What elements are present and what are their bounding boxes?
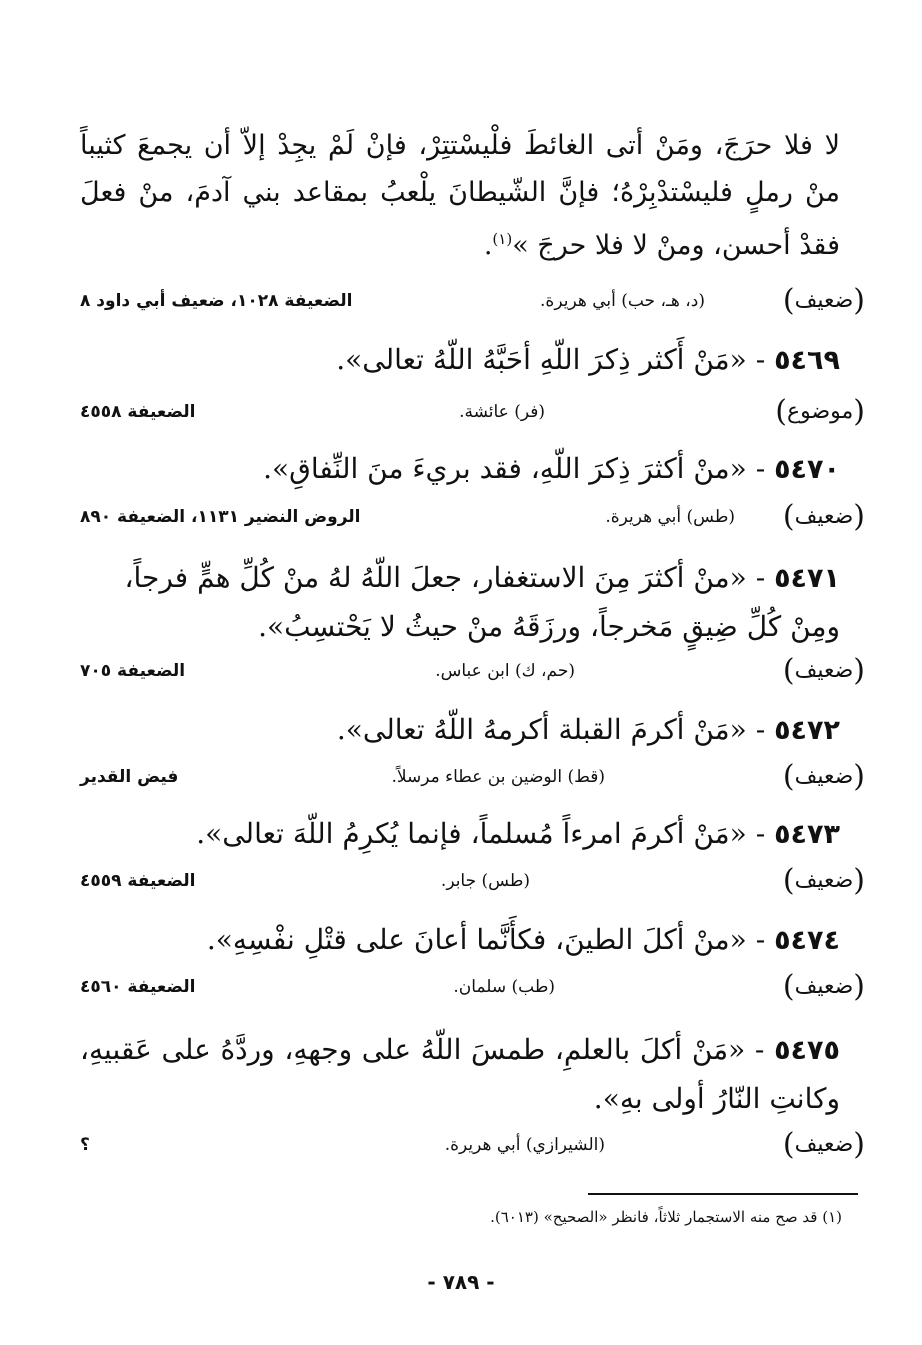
source-text: (طس) جابر. (440, 871, 530, 891)
hadith-number: ٥٤٧٤ (774, 925, 840, 956)
reference-text: الضعيفة ٧٠٥ (80, 661, 186, 681)
source-text: (حم، ك) ابن عباس. (435, 661, 575, 681)
hadith-text: «منْ أكثرَ ذِكرَ اللّهِ، فقد بريءَ منَ النِّفاقِ». (263, 452, 747, 485)
grade-label: (ضعيف) (782, 759, 865, 794)
source-row (80, 1127, 865, 1170)
reference-text: الضعيفة ٤٥٦٠ (80, 977, 196, 997)
grade-label: (ضعيف) (782, 1127, 865, 1162)
footnote-divider (588, 1193, 858, 1195)
hadith-entry: ٥٤٧٣ - «مَنْ أكرمَ امرءاً مُسلماً، فإنما يُكرِمُ اللّهَ تعالى». (196, 817, 840, 850)
reference-text: الضعيفة ٤٥٥٩ (80, 871, 196, 891)
hadith-entry: ٥٤٧٤ - «منْ أكلَ الطينَ، فكأَنَّما أعانَ على قتْلِ نفْسِهِ». (206, 923, 840, 956)
hadith-number: ٥٤٦٩ (774, 345, 840, 376)
source-text: (د، هـ، حب) أبي هريرة. (540, 291, 705, 311)
reference-text: فيض القدير (80, 767, 179, 787)
hadith-text: «مَنْ أكرمَ القبلة أكرمهُ اللّهُ تعالى». (336, 713, 747, 746)
intro-paragraph (80, 122, 840, 269)
grade-label: (ضعيف) (782, 863, 865, 898)
source-text: (طب) سلمان. (453, 977, 555, 997)
hadith-number: ٥٤٧٢ (774, 715, 840, 746)
hadith-entry: ٥٤٧٢ - «مَنْ أكرمَ القبلة أكرمهُ اللّهُ تعالى». (336, 713, 840, 746)
source-row (80, 394, 865, 437)
hadith-text: «مَنْ أكرمَ امرءاً مُسلماً، فإنما يُكرِمُ اللّهَ تعالى». (196, 817, 747, 850)
grade-label: (ضعيف) (782, 653, 865, 688)
hadith-text: «منْ أكلَ الطينَ، فكأَنَّما أعانَ على قتْلِ نفْسِهِ». (206, 923, 747, 956)
intro-end: . (483, 230, 493, 261)
hadith-number: ٥٤٧٥ (774, 1035, 840, 1066)
reference-text: الضعيفة ١٠٢٨، ضعيف أبي داود ٨ (80, 291, 353, 311)
hadith-text: «مَنْ أكلَ بالعلمِ، طمسَ اللّهُ على وجههِ، وردَّهُ على عَقبيهِ، وكانتِ النّارُ أولى بهِ». (80, 1033, 840, 1115)
grade-label: (ضعيف) (782, 499, 865, 534)
reference-text: الضعيفة ٤٥٥٨ (80, 402, 196, 422)
hadith-number: ٥٤٧٣ (774, 819, 840, 850)
source-row (80, 863, 865, 906)
hadith-number: ٥٤٧٠ (774, 454, 840, 485)
source-row (80, 653, 865, 696)
grade-label: (موضوع) (775, 394, 865, 429)
grade-label: (ضعيف) (782, 283, 865, 318)
source-text: (الشيرازي) أبي هريرة. (444, 1135, 605, 1155)
hadith-number: ٥٤٧١ (774, 563, 840, 594)
source-text: (فر) عائشة. (459, 402, 545, 422)
source-text: (طس) أبي هريرة. (605, 507, 735, 527)
grade-label: (ضعيف) (782, 969, 865, 1004)
source-row (80, 969, 865, 1012)
hadith-text: «منْ أكثرَ مِنَ الاستغفار، جعلَ اللّهُ لهُ منْ كُلِّ همٍّ فرجاً، ومِنْ كُلِّ ضِيقٍ مَخرجاً، ورزَقَهُ منْ حيثُ لا يَحْتسِبُ». (124, 561, 840, 643)
hadith-entry: ٥٤٧٠ - «منْ أكثرَ ذِكرَ اللّهِ، فقد بريءَ منَ النِّفاقِ». (263, 452, 840, 485)
source-row (80, 499, 865, 542)
reference-text: ؟ (80, 1135, 90, 1155)
hadith-entry: ٥٤٦٩ - «مَنْ أَكثر ذِكرَ اللّهِ أحَبَّهُ اللّهُ تعالى». (336, 343, 840, 376)
intro-text: لا فلا حرَجَ، ومَنْ أتى الغائطَ فلْيسْتتِرْ، فإنْ لَمْ يجِدْ إلاّ أن يجمعَ كثيباً منْ رملٍ فليسْتدْبِرْهُ؛ فإنَّ الشّيطانَ يلْعبُ بمقاعد بني آدمَ، منْ فعلَ فقدْ أحسن، ومنْ لا فلا حرجَ » (80, 130, 840, 261)
reference-text: الروض النضير ١١٣١، الضعيفة ٨٩٠ (80, 507, 361, 527)
source-row (80, 759, 865, 802)
hadith-entry: ٥٤٧٥ - «مَنْ أكلَ بالعلمِ، طمسَ اللّهُ على وجههِ، وردَّهُ على عَقبيهِ، وكانتِ النّارُ أولى بهِ». (80, 1033, 840, 1115)
source-row (80, 283, 865, 326)
footnote: (١) قد صح منه الاستجمار ثلاثاً، فانظر «الصحيح» (٦٠١٣). (490, 1208, 842, 1226)
page-number: - ٧٨٩ - (427, 1270, 495, 1294)
hadith-entry: ٥٤٧١ - «منْ أكثرَ مِنَ الاستغفار، جعلَ اللّهُ لهُ منْ كُلِّ همٍّ فرجاً، ومِنْ كُلِّ ضِيقٍ مَخرجاً، ورزَقَهُ منْ حيثُ لا يَحْتسِبُ». (124, 561, 840, 643)
footnote-marker: (١) (492, 230, 513, 248)
hadith-text: «مَنْ أَكثر ذِكرَ اللّهِ أحَبَّهُ اللّهُ تعالى». (336, 343, 747, 376)
source-text: (قط) الوضين بن عطاء مرسلاً. (391, 767, 605, 787)
